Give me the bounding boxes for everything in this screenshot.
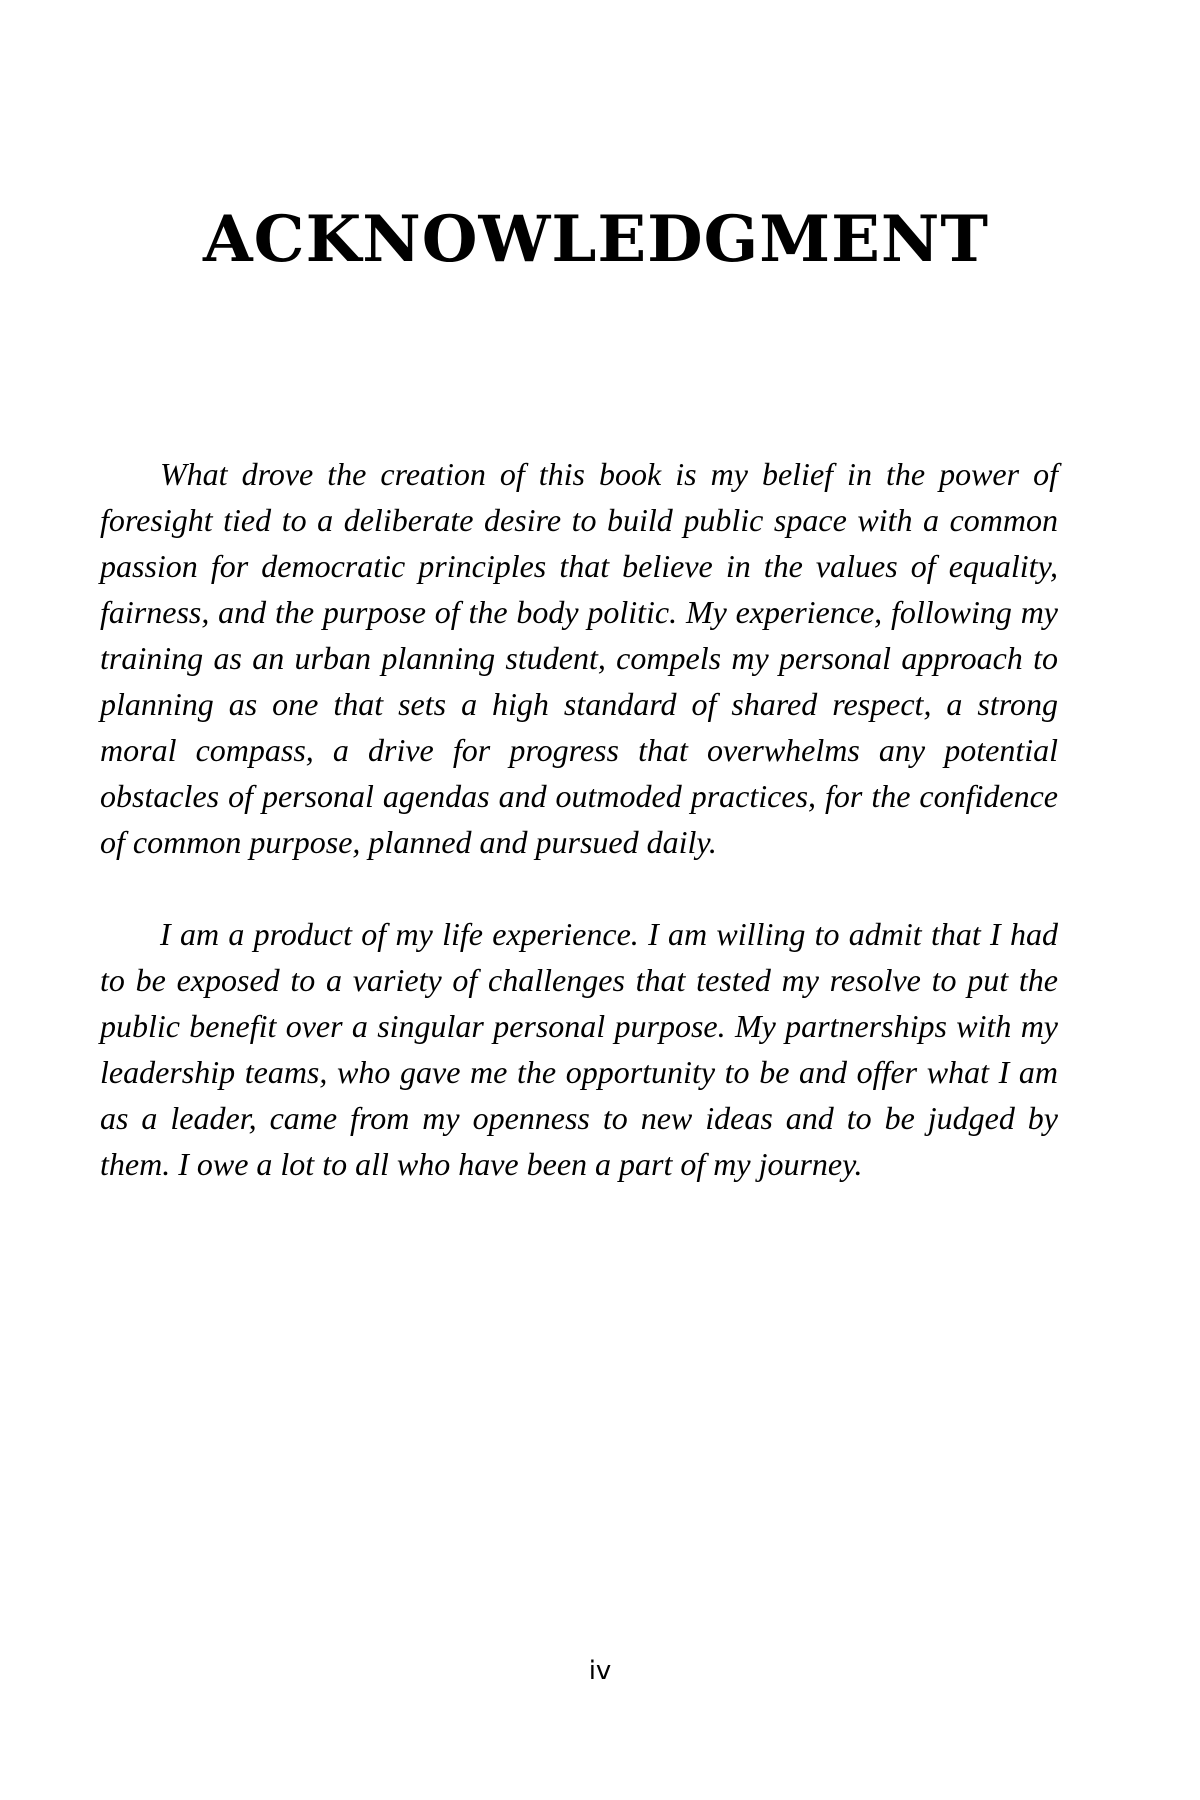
page-number: iv	[588, 1656, 612, 1686]
paragraph-1: What drove the creation of this book is my belief in the power of foresight tied to a deliberate desire to build public space with a common passion for democratic principles that believe in the values of equality, fairness, and the purpose of the body politic. My experience, following my training as an urban planning student, compels my personal approach to planning as one that sets a high standard of shared respect, a strong moral compass, a drive for progress that overwhelms any potential obstacles of personal agendas and outmoded practices, for the confidence of common purpose, planned and pursued daily.	[100, 456, 1058, 860]
body-text	[100, 451, 1058, 1187]
page-title: ACKNOWLEDGMENT	[202, 202, 990, 277]
paragraph-2: I am a product of my life experience. I am willing to admit that I had to be exposed to a variety of challenges that tested my resolve to put the public benefit over a singular personal purpose. My partnerships with my leadership teams, who gave me the opportunity to be and offer what I am as a leader, came from my openness to new ideas and to be judged by them. I owe a lot to all who have been a part of my journey.	[100, 916, 1058, 1182]
